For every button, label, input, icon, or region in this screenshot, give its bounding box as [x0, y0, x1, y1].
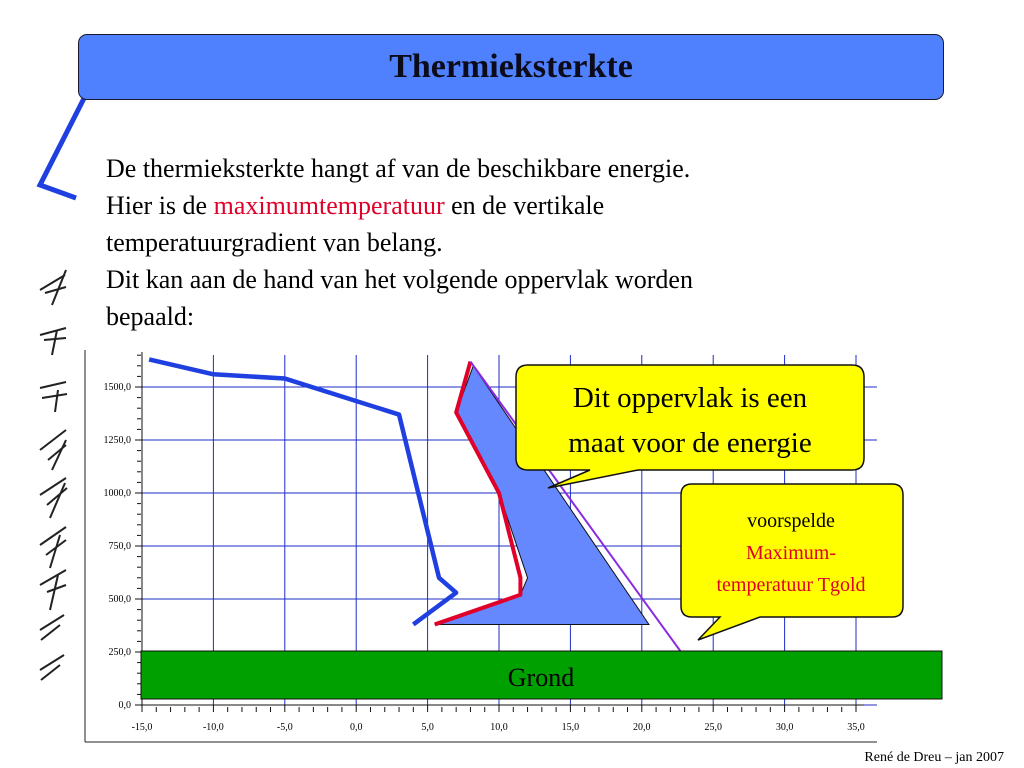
body-line-1: De thermieksterkte hangt af van de beschikbare energie. [106, 154, 691, 183]
highlight-maximumtemperatuur: maximumtemperatuur [213, 191, 445, 220]
callout-energy [516, 365, 864, 488]
body-line-3: temperatuurgradient van belang. [106, 228, 443, 257]
body-line-5: bepaald: [106, 302, 195, 331]
callout-energy-line2: maat voor de energie [568, 427, 812, 459]
y-tick-label: 1000,0 [103, 488, 131, 499]
decorative-gray-strokes-icon [40, 270, 67, 680]
callout-energy-line1: Dit oppervlak is een [572, 382, 808, 414]
footer-credit: René de Dreu – jan 2007 [864, 750, 1004, 765]
y-tick-label: 1500,0 [103, 382, 131, 393]
x-tick-label: 30,0 [775, 722, 794, 733]
x-tick-label: 5,0 [421, 722, 434, 733]
series-sounding [149, 359, 456, 624]
title-bar [78, 34, 944, 100]
y-tick-label: 0,0 [118, 700, 131, 711]
callout-max-temp-line3: temperatuur Tgold [716, 574, 866, 596]
body-line-2c: en de vertikale [444, 191, 605, 220]
x-tick-label: 20,0 [633, 722, 651, 733]
x-tick-label: 35,0 [847, 722, 865, 733]
y-tick-label: 1250,0 [103, 435, 131, 446]
y-tick-label: 500,0 [108, 594, 131, 605]
y-tick-label: 750,0 [108, 541, 131, 552]
x-tick-label: 15,0 [561, 722, 580, 733]
slide-title: Thermieksterkte [389, 48, 633, 85]
ground-label: Grond [507, 663, 575, 692]
body-line-2a: Hier is de [106, 191, 214, 220]
body-line-4: Dit kan aan de hand van het volgende oppervlak worden [106, 265, 693, 294]
callout-max-temp-line2: Maximum- [746, 542, 836, 564]
x-tick-label: -5,0 [276, 722, 293, 733]
x-tick-label: -10,0 [202, 722, 224, 733]
x-tick-label: 25,0 [704, 722, 722, 733]
y-tick-label: 250,0 [108, 647, 131, 658]
x-tick-label: 0,0 [349, 722, 363, 733]
x-tick-label: -15,0 [131, 722, 153, 733]
callout-max-temp [681, 484, 903, 640]
x-tick-label: 10,0 [490, 722, 508, 733]
body-line-2 [106, 187, 906, 224]
callout-max-temp-line1: voorspelde [747, 510, 835, 532]
body-text [106, 150, 906, 335]
